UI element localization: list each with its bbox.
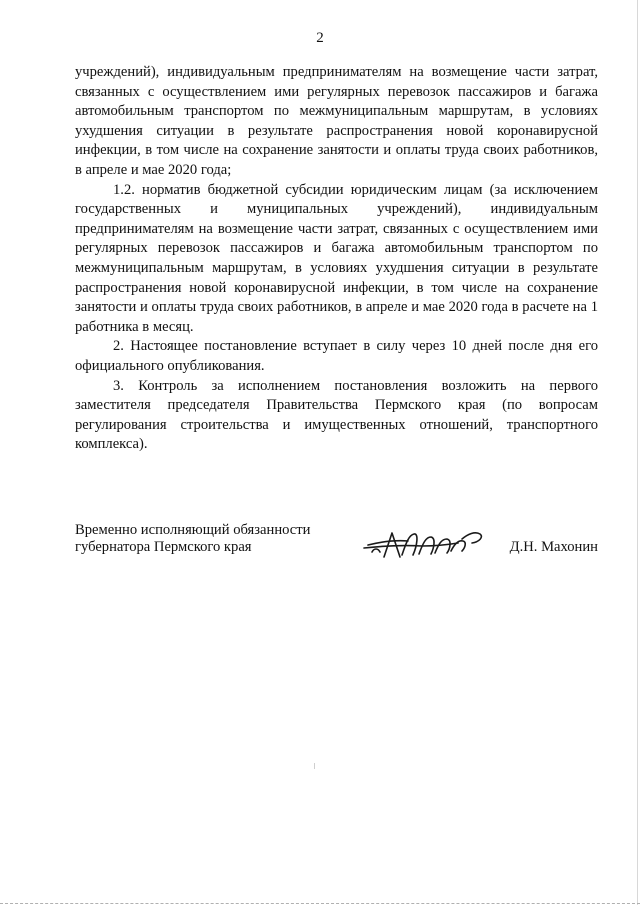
signer-title-line-2: губернатора Пермского края [75, 539, 252, 555]
paragraph-item-1-2: 1.2. норматив бюджетной субсидии юридическим лицам (за исключением государственных и муниципальных учреждений), индивидуальным предпринимателям на возмещение части затрат, связанных с осуществлением ими регулярных перевозок пассажиров и багажа автомобильным транспортом по межмуниципальным маршрутам, в условиях ухудшения ситуации в результате распространения новой коронавирусной инфекции, в том числе на сохранение занятости и оплаты труда своих работников, в апреле и мае 2020 года в расчете на 1 работника в месяц. [75, 181, 598, 335]
signer-title-line-1: Временно исполняющий обязанности [75, 522, 311, 538]
paragraph-item-2: 2. Настоящее постановление вступает в силу через 10 дней после дня его официального опубликования. [75, 338, 598, 374]
signature-block [75, 522, 598, 572]
signer-name: Д.Н. Махонин [509, 539, 598, 555]
paragraph-continuation: учреждений), индивидуальным предпринимателям на возмещение части затрат, связанных с осуществлением ими регулярных перевозок пассажиров и багажа автомобильным транспортом по межмуниципальным маршрутам, в условиях ухудшения ситуации в результате распространения новой коронавирусной инфекции, в том числе на сохранение занятости и оплаты труда своих работников, в апреле и мае 2020 года; [75, 64, 598, 178]
signer-title [75, 522, 310, 556]
scan-bottom-line [0, 903, 640, 904]
page-number: 2 [316, 30, 324, 46]
document-body [75, 63, 598, 455]
scan-mark [314, 763, 315, 769]
scan-edge-line [637, 0, 638, 905]
paragraph-item-3: 3. Контроль за исполнением постановления возложить на первого заместителя председателя Правительства Пермского края (по вопросам регулирования строительства и имущественных отношений, транспортного комплекса). [75, 377, 598, 453]
handwritten-signature [362, 524, 487, 562]
